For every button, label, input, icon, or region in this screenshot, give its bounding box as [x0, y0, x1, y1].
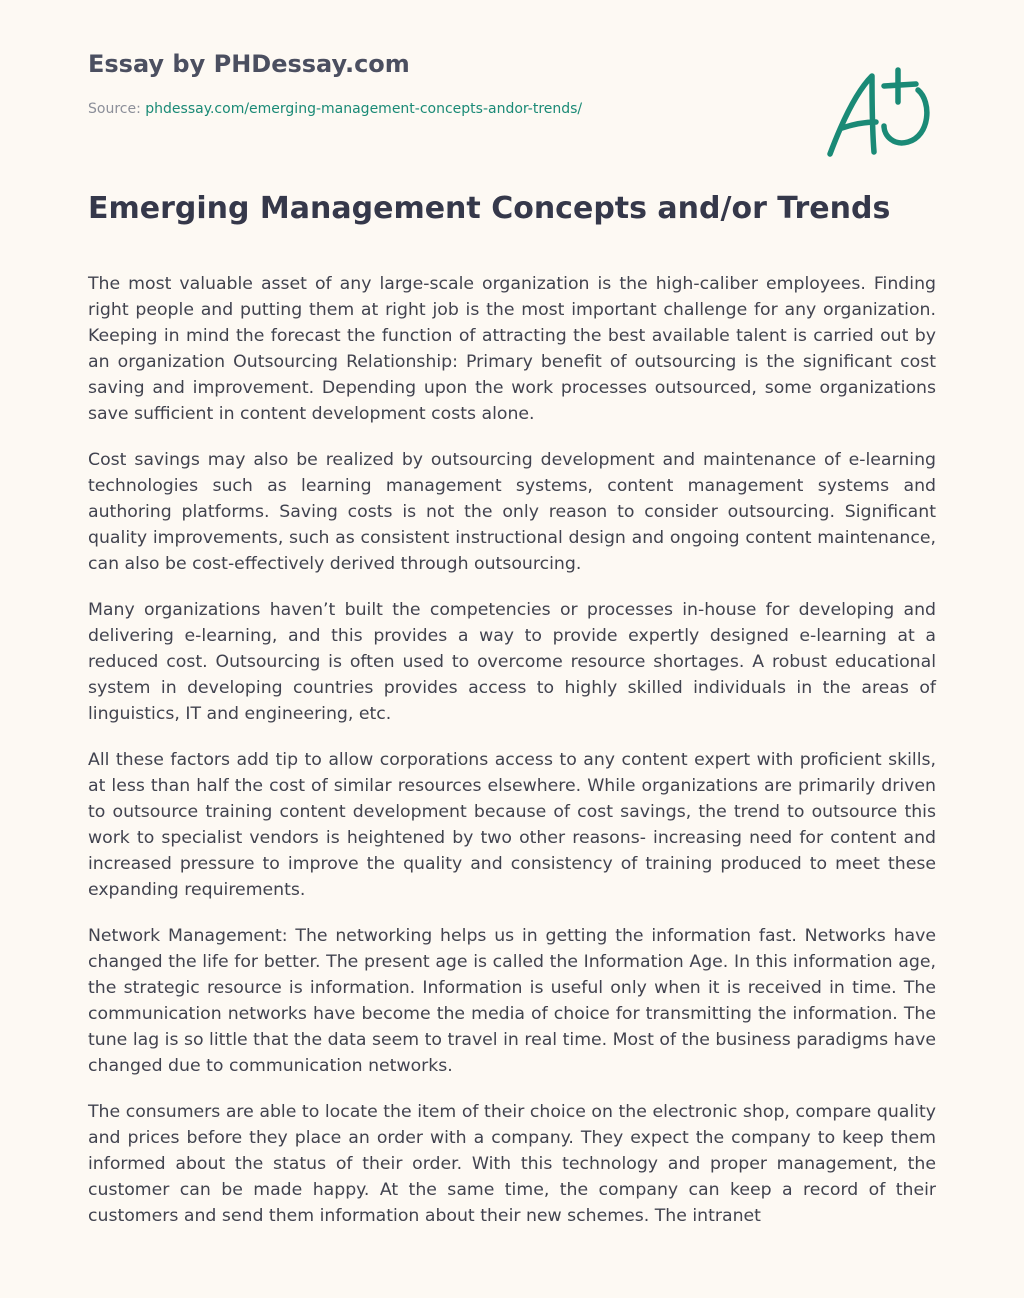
source-line — [88, 101, 582, 117]
site-brand: Essay by PHDessay.com — [88, 50, 410, 78]
essay-paragraph: Network Management: The networking helps us in getting the information fast. Networks have changed the life for better. The present age is called the Information Age. In this information age, the strategic resource is information. Information is useful only when it is received in time. The communication networks have become the media of choice for transmitting the information. The tune lag is so little that the data seem to travel in real time. Most of the business paradigms have changed due to communication networks. — [88, 926, 936, 1076]
essay-paragraph: The consumers are able to locate the item of their choice on the electronic shop, compare quality and prices before they place an order with a company. They expect the company to keep them informed about the status of their order. With this technology and proper management, the customer can be made happy. At the same time, the company can keep a record of their customers and send them information about their new schemes. The intranet — [88, 1102, 936, 1226]
essay-paragraph: All these factors add tip to allow corporations access to any content expert with proficient skills, at less than half the cost of similar resources elsewhere. While organizations are primarily driven to outsource training content development because of cost savings, the trend to outsource this work to specialist vendors is heightened by two other reasons- increasing need for content and increased pressure to improve the quality and consistency of training produced to meet these expanding requirements. — [88, 750, 936, 900]
source-link[interactable]: phdessay.com/emerging-management-concepts-andor-trends/ — [145, 101, 583, 117]
essay-paragraph: Cost savings may also be realized by outsourcing development and maintenance of e-learning technologies such as learning management systems, content management systems and authoring platforms. Saving costs is not the only reason to consider outsourcing. Significant quality improvements, such as consistent instructional design and ongoing content maintenance, can also be cost-effectively derived through outsourcing. — [88, 450, 936, 574]
essay-paragraph: The most valuable asset of any large-scale organization is the high-caliber employees. Finding right people and putting them at right job is the most important challenge for any organization. Keeping in mind the forecast the function of attracting the best available talent is carried out by an organization Outsourcing Relationship: Primary benefit of outsourcing is the significant cost saving and improvement. Depending upon the work processes outsourced, some organizations save sufficient in content development costs alone. — [88, 274, 936, 424]
essay-paragraph: Many organizations haven’t built the competencies or processes in-house for developing and delivering e-learning, and this provides a way to provide expertly designed e-learning at a reduced cost. Outsourcing is often used to overcome resource shortages. A robust educational system in developing countries provides access to highly skilled individuals in the areas of linguistics, IT and engineering, etc. — [88, 600, 936, 724]
a-plus-grade-logo-icon — [818, 62, 934, 162]
essay-title: Emerging Management Concepts and/or Trends — [88, 191, 891, 226]
essay-body — [88, 271, 936, 1249]
source-label: Source: — [88, 101, 141, 117]
